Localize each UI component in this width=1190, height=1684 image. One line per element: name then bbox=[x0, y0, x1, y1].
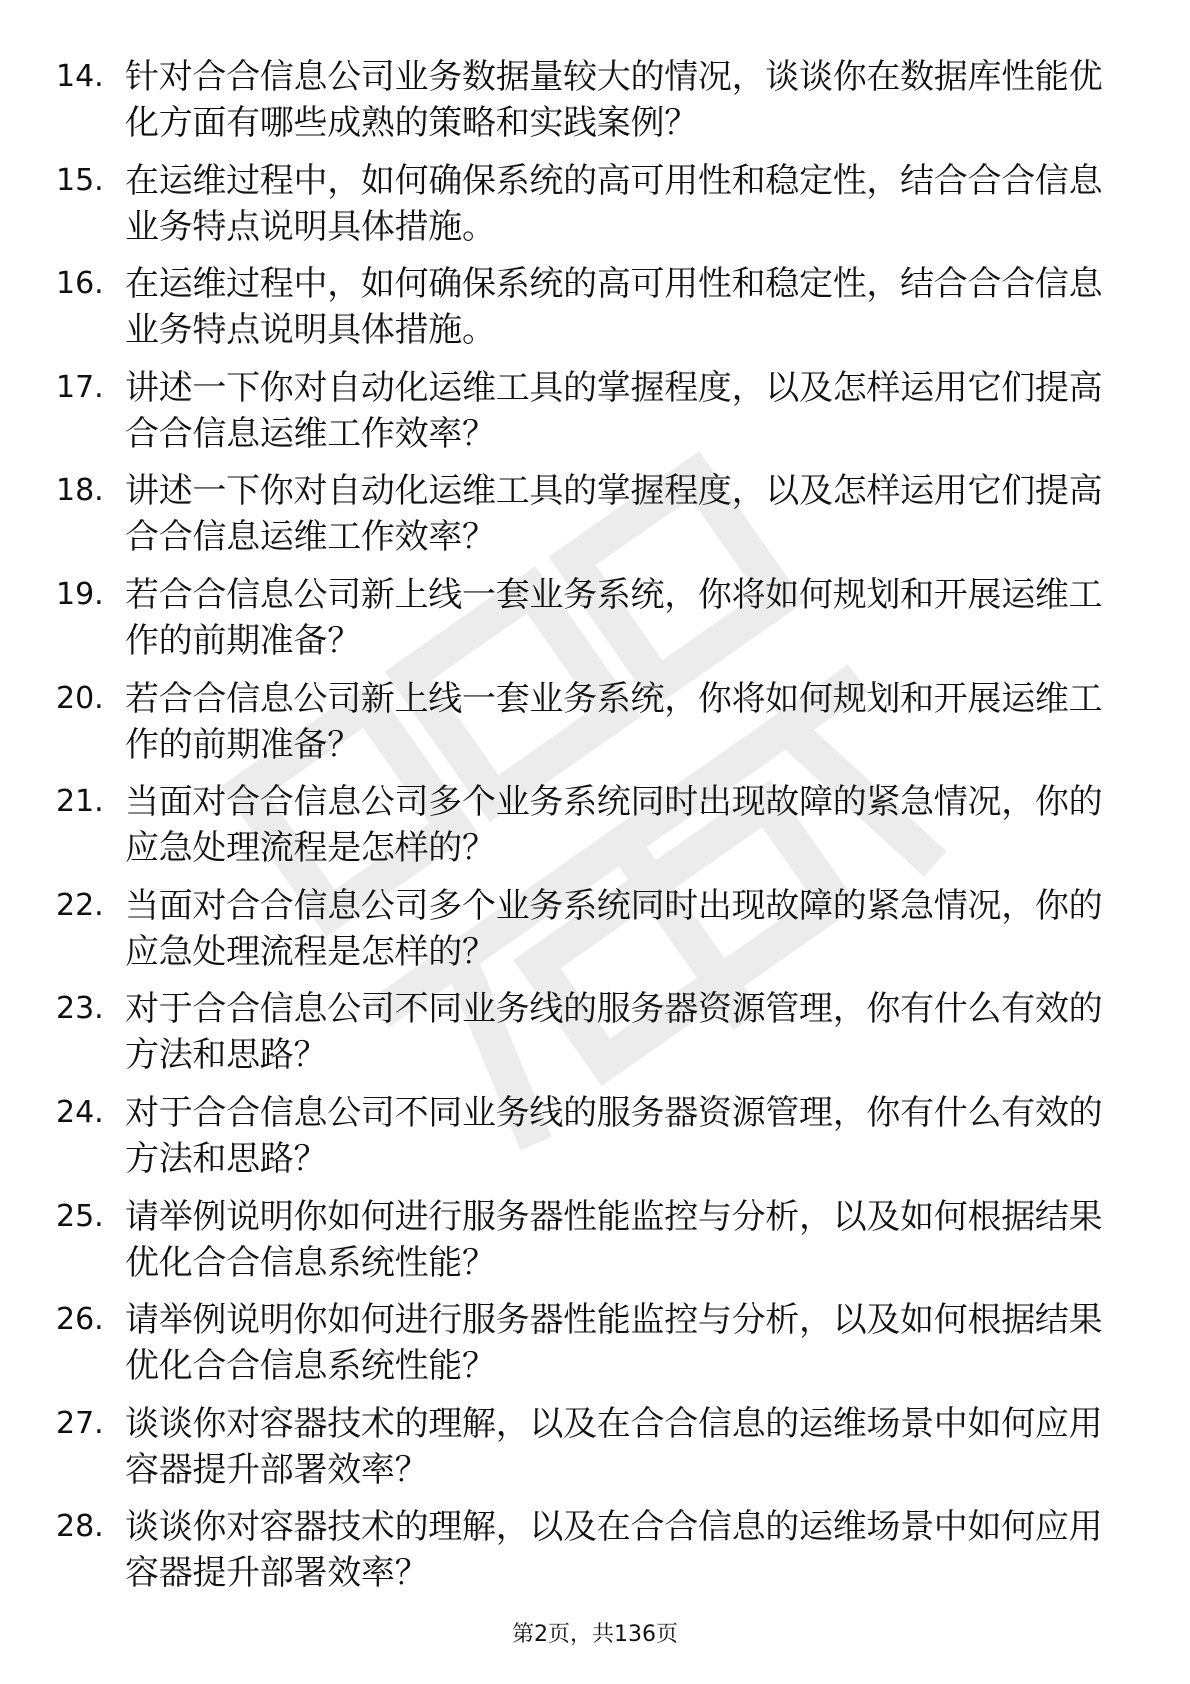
question-text: 请举例说明你如何进行服务器性能监控与分析，以及如何根据结果优化合合信息系统性能？ bbox=[125, 1300, 1103, 1387]
question-number: 27. bbox=[56, 1405, 104, 1441]
question-text: 若合合信息公司新上线一套业务系统，你将如何规划和开展运维工作的前期准备？ bbox=[125, 678, 1103, 765]
question-text: 请举例说明你如何进行服务器性能监控与分析，以及如何根据结果优化合合信息系统性能？ bbox=[125, 1196, 1103, 1283]
question-text: 当面对合合信息公司多个业务系统同时出现故障的紧急情况，你的应急处理流程是怎样的？ bbox=[125, 782, 1103, 869]
list-item bbox=[0, 460, 1190, 564]
question-text: 在运维过程中，如何确保系统的高可用性和稳定性，结合合合信息业务特点说明具体措施。 bbox=[125, 160, 1103, 247]
question-text: 对于合合信息公司不同业务线的服务器资源管理，你有什么有效的方法和思路？ bbox=[125, 1092, 1103, 1179]
page-footer bbox=[0, 1620, 1190, 1650]
question-number: 18. bbox=[56, 473, 104, 509]
question-text: 谈谈你对容器技术的理解，以及在合合信息的运维场景中如何应用容器提升部署效率？ bbox=[125, 1507, 1103, 1594]
question-number: 14. bbox=[56, 59, 104, 94]
question-number: 26. bbox=[56, 1302, 104, 1338]
question-number: 20. bbox=[56, 680, 104, 716]
list-item bbox=[0, 1186, 1190, 1290]
question-list bbox=[0, 46, 1190, 1600]
question-number: 23. bbox=[56, 991, 104, 1027]
list-item bbox=[0, 875, 1190, 979]
question-number: 17. bbox=[56, 369, 104, 405]
question-number: 22. bbox=[56, 887, 104, 923]
question-number: 24. bbox=[56, 1094, 104, 1130]
list-item bbox=[0, 771, 1190, 875]
question-text: 在运维过程中，如何确保系统的高可用性和稳定性，结合合合信息业务特点说明具体措施。 bbox=[125, 264, 1103, 351]
question-number: 28. bbox=[56, 1509, 104, 1545]
question-number: 19. bbox=[56, 576, 104, 612]
question-number: 15. bbox=[56, 162, 104, 198]
question-text: 当面对合合信息公司多个业务系统同时出现故障的紧急情况，你的应急处理流程是怎样的？ bbox=[125, 885, 1103, 972]
question-number: 16. bbox=[56, 266, 104, 302]
question-text: 针对合合信息公司业务数据量较大的情况，谈谈你在数据库性能优化方面有哪些成熟的策略和实践案例？ bbox=[125, 57, 1103, 143]
list-item bbox=[0, 1393, 1190, 1497]
list-item bbox=[0, 253, 1190, 357]
list-item bbox=[0, 1496, 1190, 1600]
list-item bbox=[0, 668, 1190, 772]
list-item bbox=[0, 978, 1190, 1082]
question-text: 谈谈你对容器技术的理解，以及在合合信息的运维场景中如何应用容器提升部署效率？ bbox=[125, 1403, 1103, 1490]
question-text: 对于合合信息公司不同业务线的服务器资源管理，你有什么有效的方法和思路？ bbox=[125, 989, 1103, 1076]
list-item bbox=[0, 357, 1190, 461]
question-text: 若合合信息公司新上线一套业务系统，你将如何规划和开展运维工作的前期准备？ bbox=[125, 574, 1103, 661]
question-number: 21. bbox=[56, 784, 104, 820]
question-text: 讲述一下你对自动化运维工具的掌握程度，以及怎样运用它们提高合合信息运维工作效率？ bbox=[125, 471, 1103, 558]
list-item bbox=[0, 46, 1190, 150]
list-item bbox=[0, 150, 1190, 254]
list-item bbox=[0, 564, 1190, 668]
question-number: 25. bbox=[56, 1198, 104, 1234]
question-text: 讲述一下你对自动化运维工具的掌握程度，以及怎样运用它们提高合合信息运维工作效率？ bbox=[125, 367, 1103, 454]
list-item bbox=[0, 1289, 1190, 1393]
list-item bbox=[0, 1082, 1190, 1186]
page-number-label: 第2页，共136页 bbox=[512, 1622, 678, 1647]
